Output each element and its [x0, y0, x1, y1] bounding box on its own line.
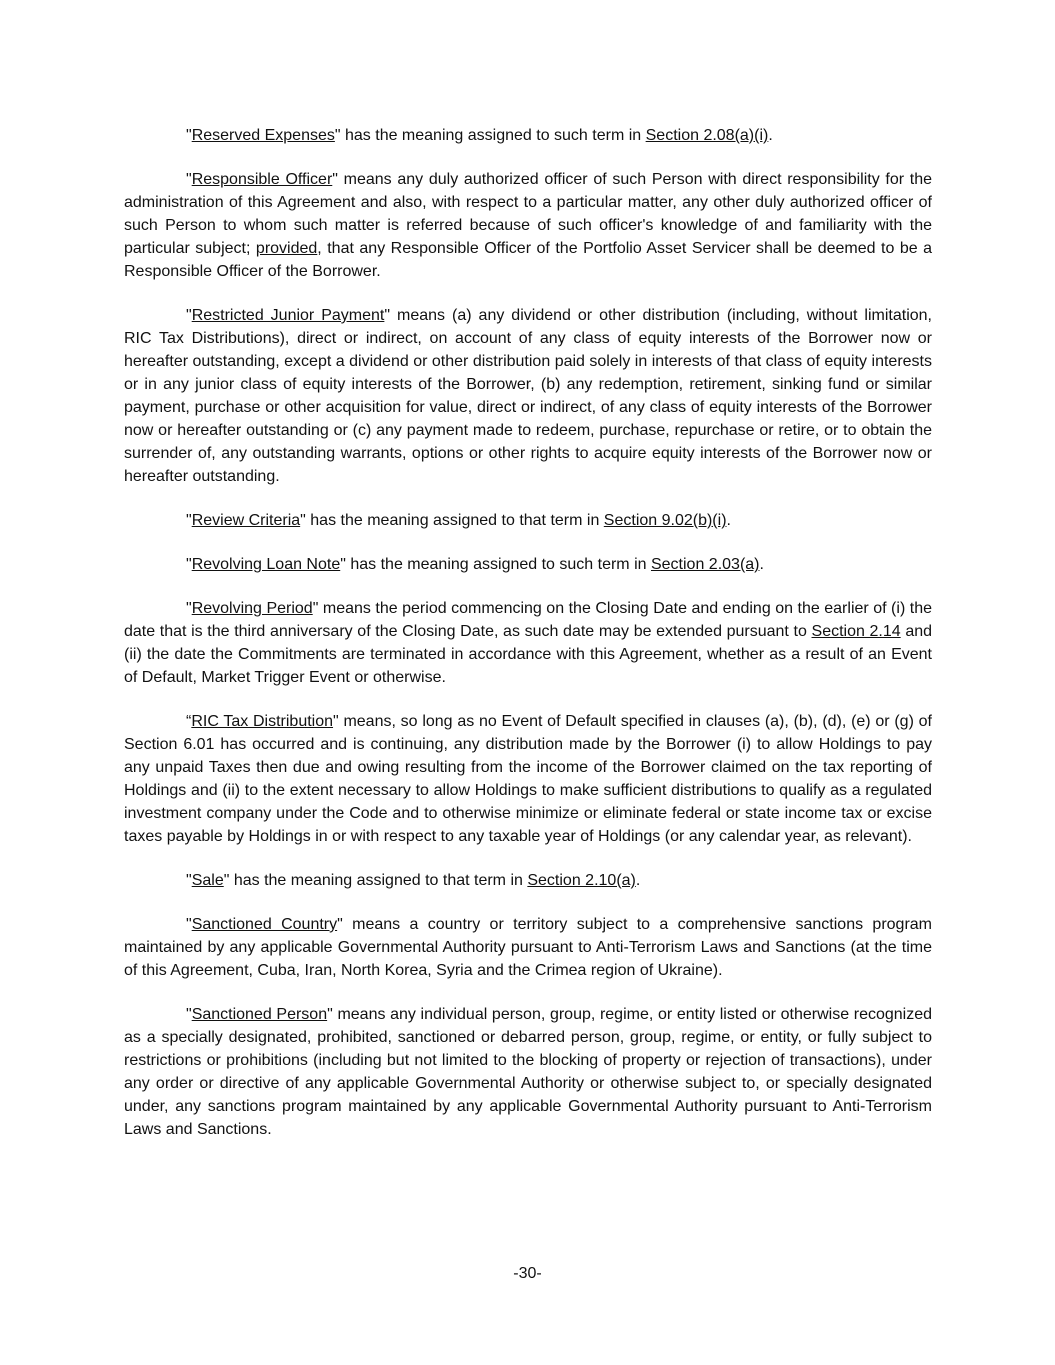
page-number: -30-	[513, 1265, 542, 1282]
defined-term: Revolving Loan Note	[191, 556, 341, 573]
defined-term: Responsible Officer	[191, 171, 333, 188]
definition-reserved-expenses: "Reserved Expenses" has the meaning assigned to such term in Section 2.08(a)(i).	[186, 127, 773, 144]
defined-term: Sale	[191, 872, 224, 889]
definition-sanctioned-country: "Sanctioned Country" means a country or territory subject to a comprehensive sanctions program maintained by any applicable Governmental Authority pursuant to Anti-Terrorism Laws and Sanctions (at the time of this Agreement, Cuba, Iran, North Korea, Syria and the Crimea region of Ukraine).	[124, 916, 933, 979]
definition-restricted-junior-payment: "Restricted Junior Payment" means (a) any dividend or other distribution (including, without limitation, RIC Tax Distributions), direct or indirect, on account of any class of equity interests of the Borrower now or hereafter outstanding, except a dividend or other distribution paid solely in interests of that class of equity interests or in any junior class of equity interests of the Borrower, (b) any redemption, retirement, sinking fund or similar payment, purchase or other acquisition for value, direct or indirect, of any class of equity interests of the Borrower now or hereafter outstanding or (c) any payment made to redeem, purchase, repurchase or retire, or to obtain the surrender of, any outstanding warrants, options or other rights to acquire equity interests of the Borrower now or hereafter outstanding.	[124, 307, 932, 485]
definition-sanctioned-person: "Sanctioned Person" means any individual person, group, regime, or entity listed or otherwise recognized as a specially designated, prohibited, sanctioned or debarred person, group, regime, or entity, or fully subject to restrictions or prohibitions (including but not limited to the blocking of property or rejection of transactions), under any order or directive of any applicable Governmental Authority or otherwise subject to, or specially designated under, any sanctions program maintained by any applicable Governmental Authority pursuant to Anti-Terrorism Laws and Sanctions.	[124, 1006, 933, 1138]
section-reference: Section 2.10(a)	[527, 872, 636, 889]
defined-term: Sanctioned Person	[191, 1006, 328, 1023]
section-reference: Section 2.14	[811, 623, 901, 640]
definition-revolving-loan-note: "Revolving Loan Note" has the meaning assigned to such term in Section 2.03(a).	[186, 556, 764, 573]
emphasis-term: provided	[255, 240, 318, 257]
definition-sale: "Sale" has the meaning assigned to that term in Section 2.10(a).	[186, 872, 641, 889]
definition-ric-tax-distribution: “RIC Tax Distribution" means, so long as no Event of Default specified in clauses (a), (b), (d), (e) or (g) of Section 6.01 has occurred and is continuing, any distribution made by the Borrower (i) to allow Holdings to pay any unpaid Taxes then due and owing resulting from the income of the Borrower claimed on the tax reporting of Holdings and (ii) to the extent necessary to allow Holdings to make sufficient distributions to qualify as a regulated investment company under the Code and to otherwise minimize or eliminate federal or state income tax or excise taxes payable by Holdings in or with respect to any taxable year of Holdings (or any calendar year, as relevant).	[124, 713, 932, 845]
defined-term: Restricted Junior Payment	[191, 307, 385, 324]
definition-revolving-period: "Revolving Period" means the period commencing on the Closing Date and ending on the earlier of (i) the date that is the third anniversary of the Closing Date, as such date may be extended pursuant to Section 2.14 and (ii) the date the Commitments are terminated in accordance with this Agreement, whether as a result of an Event of Default, Market Trigger Event or otherwise.	[124, 600, 933, 686]
section-reference: Section 2.08(a)(i)	[645, 127, 769, 144]
defined-term: RIC Tax Distribution	[191, 713, 334, 730]
definition-responsible-officer: "Responsible Officer" means any duly authorized officer of such Person with direct responsibility for the administration of this Agreement and also, with respect to a particular matter, any other duly authorized officer of such Person to whom such matter is referred because of such officer's knowledge of and familiarity with the particular subject; provided, that any Responsible Officer of the Portfolio Asset Servicer shall be deemed to be a Responsible Officer of the Borrower.	[124, 171, 933, 280]
defined-term: Revolving Period	[191, 600, 313, 617]
section-reference: Section 9.02(b)(i)	[603, 512, 727, 529]
defined-term: Review Criteria	[191, 512, 301, 529]
defined-term: Reserved Expenses	[191, 127, 335, 144]
section-reference: Section 2.03(a)	[650, 556, 760, 573]
defined-term: Sanctioned Country	[191, 916, 338, 933]
definition-review-criteria: "Review Criteria" has the meaning assigned to that term in Section 9.02(b)(i).	[186, 512, 731, 529]
document-page	[124, 124, 932, 1162]
